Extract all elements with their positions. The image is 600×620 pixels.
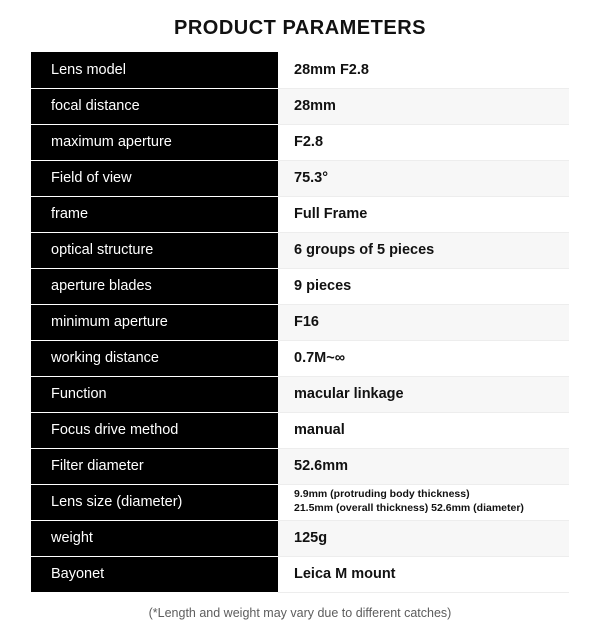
table-row bbox=[31, 484, 569, 520]
table-row bbox=[31, 232, 569, 268]
parameter-label: aperture blades bbox=[31, 268, 278, 304]
parameter-value: 75.3° bbox=[278, 160, 569, 196]
product-parameters-table bbox=[31, 52, 569, 593]
parameter-label: Focus drive method bbox=[31, 412, 278, 448]
parameter-value: 28mm F2.8 bbox=[278, 52, 569, 88]
parameter-value: 0.7M~∞ bbox=[278, 340, 569, 376]
parameter-label: weight bbox=[31, 520, 278, 556]
table-row bbox=[31, 268, 569, 304]
parameter-label: Field of view bbox=[31, 160, 278, 196]
parameter-value: 125g bbox=[278, 520, 569, 556]
parameter-value: Full Frame bbox=[278, 196, 569, 232]
table-row bbox=[31, 520, 569, 556]
parameter-label: minimum aperture bbox=[31, 304, 278, 340]
table-row bbox=[31, 448, 569, 484]
parameter-value: Leica M mount bbox=[278, 556, 569, 592]
page-title: PRODUCT PARAMETERS bbox=[174, 17, 426, 39]
parameter-value: 28mm bbox=[278, 88, 569, 124]
table-row bbox=[31, 124, 569, 160]
parameter-value: 9 pieces bbox=[278, 268, 569, 304]
parameter-label: frame bbox=[31, 196, 278, 232]
table-row bbox=[31, 160, 569, 196]
table-row bbox=[31, 304, 569, 340]
parameter-label: working distance bbox=[31, 340, 278, 376]
table-row bbox=[31, 52, 569, 88]
table-row bbox=[31, 196, 569, 232]
parameter-value: macular linkage bbox=[278, 376, 569, 412]
parameter-label: maximum aperture bbox=[31, 124, 278, 160]
parameter-value: F2.8 bbox=[278, 124, 569, 160]
parameter-label: Bayonet bbox=[31, 556, 278, 592]
table-row bbox=[31, 88, 569, 124]
parameter-label: optical structure bbox=[31, 232, 278, 268]
parameter-value: F16 bbox=[278, 304, 569, 340]
parameter-label: Lens size (diameter) bbox=[31, 484, 278, 520]
parameter-value bbox=[278, 484, 569, 520]
parameter-value: manual bbox=[278, 412, 569, 448]
footnote: (*Length and weight may vary due to different catches) bbox=[148, 605, 452, 620]
parameter-value: 52.6mm bbox=[278, 448, 569, 484]
table-row bbox=[31, 376, 569, 412]
table-row bbox=[31, 412, 569, 448]
parameter-value: 6 groups of 5 pieces bbox=[278, 232, 569, 268]
parameter-label: focal distance bbox=[31, 88, 278, 124]
parameter-label: Lens model bbox=[31, 52, 278, 88]
parameter-label: Filter diameter bbox=[31, 448, 278, 484]
parameter-label: Function bbox=[31, 376, 278, 412]
table-row bbox=[31, 556, 569, 592]
parameter-value-line-1: 9.9mm (protruding body thickness) bbox=[294, 488, 470, 501]
parameter-value-line-2: 21.5mm (overall thickness) 52.6mm (diameter) bbox=[294, 502, 524, 514]
table-row bbox=[31, 340, 569, 376]
